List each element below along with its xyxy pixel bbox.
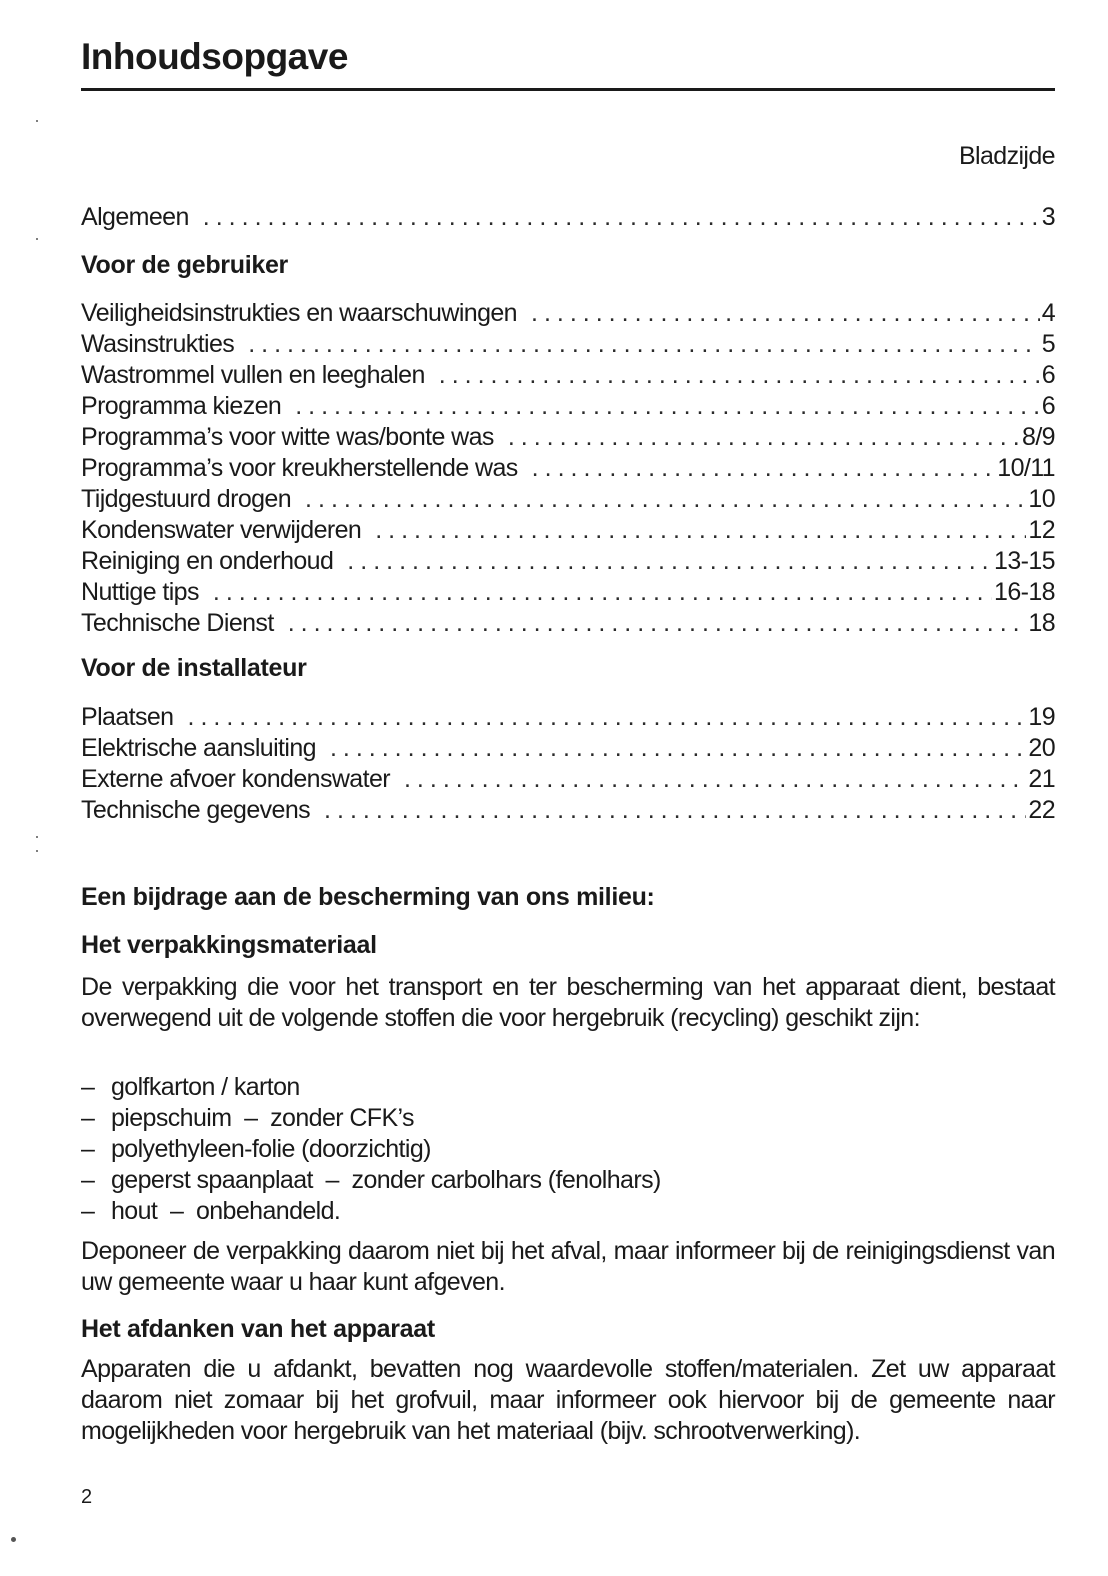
list-item	[81, 1196, 661, 1227]
toc-entry-label: Programma’s voor witte was/bonte was	[81, 423, 494, 451]
list-item-text: golfkarton / karton	[111, 1073, 300, 1101]
toc-entry-label: Programma’s voor kreukherstellende was	[81, 454, 518, 482]
toc-entry-label: Algemeen	[81, 203, 189, 231]
scan-speck	[36, 120, 38, 122]
page-title: Inhoudsopgave	[81, 36, 348, 77]
toc-entry	[81, 485, 1055, 516]
toc-entry-label: Veiligheidsinstrukties en waarschuwingen	[81, 299, 517, 327]
toc-leader-dots	[305, 485, 1026, 514]
toc-leader-dots	[188, 703, 1027, 732]
dash-bullet: –	[81, 1135, 95, 1163]
packaging-intro-paragraph: De verpakking die voor het transport en ter bescherming van het apparaat dient, bestaat overwegend uit de volgende stoffen die voor hergebruik (recycling) geschikt zijn:	[81, 973, 1055, 1032]
toc-leader-dots	[213, 578, 992, 607]
materials-list	[81, 1072, 661, 1227]
toc-entry	[81, 361, 1055, 392]
toc-entry-page: 18	[1028, 609, 1055, 637]
toc-entry-page: 10	[1028, 485, 1055, 513]
scan-speck	[36, 238, 38, 240]
toc-entry-page: 4	[1041, 299, 1055, 327]
toc-entry-page: 16-18	[994, 578, 1055, 606]
page-number: 2	[81, 1486, 93, 1508]
toc-entry	[81, 703, 1055, 734]
toc-leader-dots	[248, 330, 1039, 359]
toc-entry-page: 12	[1028, 516, 1055, 544]
toc-entry	[81, 330, 1055, 361]
toc-entry	[81, 796, 1055, 827]
toc-leader-dots	[203, 203, 1040, 232]
list-item	[81, 1165, 661, 1196]
toc-entry-page: 5	[1041, 330, 1055, 358]
dash-bullet: –	[81, 1166, 95, 1194]
list-item-text: hout – onbehandeld.	[111, 1197, 341, 1225]
toc-entry-page: 8/9	[1022, 423, 1055, 451]
toc-leader-dots	[295, 392, 1039, 421]
toc-leader-dots	[439, 361, 1040, 390]
toc-entry-page: 10/11	[997, 454, 1055, 482]
title-underline	[81, 88, 1055, 91]
toc-entry-page: 19	[1028, 703, 1055, 731]
toc-entry-label: Wastrommel vullen en leeghalen	[81, 361, 425, 389]
dash-bullet: –	[81, 1104, 95, 1132]
toc-section-heading-user: Voor de gebruiker	[81, 251, 288, 279]
list-item-text: geperst spaanplaat – zonder carbolhars (fenolhars)	[111, 1166, 661, 1194]
disposal-heading: Het afdanken van het apparaat	[81, 1315, 435, 1343]
list-item	[81, 1103, 661, 1134]
packaging-heading: Het verpakkingsmateriaal	[81, 931, 377, 959]
toc-entry	[81, 299, 1055, 330]
toc-entry-label: Kondenswater verwijderen	[81, 516, 362, 544]
toc-leader-dots	[404, 765, 1026, 794]
toc-leader-dots	[532, 454, 996, 483]
packaging-outro-paragraph: Deponeer de verpakking daarom niet bij het afval, maar informeer bij de reinigingsdienst van uw gemeente waar u haar kunt afgeven.	[81, 1237, 1055, 1296]
toc-entry	[81, 734, 1055, 765]
toc-entry-page: 21	[1028, 765, 1055, 793]
toc-entry	[81, 516, 1055, 547]
toc-entry-label: Plaatsen	[81, 703, 174, 731]
list-item-text: polyethyleen-folie (doorzichtig)	[111, 1135, 431, 1163]
toc-entry	[81, 392, 1055, 423]
scan-speck	[11, 1537, 16, 1542]
toc-entry-label: Programma kiezen	[81, 392, 282, 420]
dash-bullet: –	[81, 1073, 95, 1101]
dash-bullet: –	[81, 1197, 95, 1225]
toc-entry-page: 20	[1028, 734, 1055, 762]
environment-heading: Een bijdrage aan de bescherming van ons milieu:	[81, 883, 655, 911]
toc-entry-label: Nuttige tips	[81, 578, 199, 606]
scan-speck	[36, 836, 38, 838]
toc-leader-dots	[508, 423, 1020, 452]
toc-leader-dots	[324, 796, 1026, 825]
toc-entry	[81, 423, 1055, 454]
toc-entry	[81, 609, 1055, 640]
toc-entry-page: 6	[1041, 361, 1055, 389]
scan-speck	[36, 850, 38, 852]
toc-leader-dots	[531, 299, 1040, 328]
toc-entry-label: Technische Dienst	[81, 609, 274, 637]
toc-entry-page: 3	[1041, 203, 1055, 231]
toc-entry	[81, 203, 1055, 234]
page-column-header: Bladzijde	[958, 142, 1055, 170]
toc-entry-label: Elektrische aansluiting	[81, 734, 316, 762]
list-item	[81, 1134, 661, 1165]
toc-entry-label: Reiniging en onderhoud	[81, 547, 334, 575]
toc-entry	[81, 454, 1055, 485]
toc-section-heading-installer: Voor de installateur	[81, 654, 307, 682]
toc-entry-page: 22	[1028, 796, 1055, 824]
toc-entry-page: 13-15	[994, 547, 1055, 575]
toc-entry-label: Technische gegevens	[81, 796, 311, 824]
toc-leader-dots	[375, 516, 1026, 545]
toc-leader-dots	[347, 547, 992, 576]
toc-leader-dots	[330, 734, 1026, 763]
disposal-paragraph: Apparaten die u afdankt, bevatten nog waardevolle stoffen/materialen. Zet uw apparaat daarom niet zomaar bij het grofvuil, maar informeer ook hiervoor bij de gemeente naar mogelijkheden voor hergebruik van het materiaal (bijv. schrootverwerking).	[81, 1355, 1055, 1445]
toc-entry	[81, 765, 1055, 796]
list-item	[81, 1072, 661, 1103]
list-item-text: piepschuim – zonder CFK’s	[111, 1104, 414, 1132]
toc-entry	[81, 547, 1055, 578]
toc-entry-label: Tijdgestuurd drogen	[81, 485, 292, 513]
toc-entry-label: Externe afvoer kondenswater	[81, 765, 390, 793]
toc-entry-page: 6	[1041, 392, 1055, 420]
toc-entry	[81, 578, 1055, 609]
toc-leader-dots	[288, 609, 1027, 638]
toc-entry-label: Wasinstrukties	[81, 330, 235, 358]
